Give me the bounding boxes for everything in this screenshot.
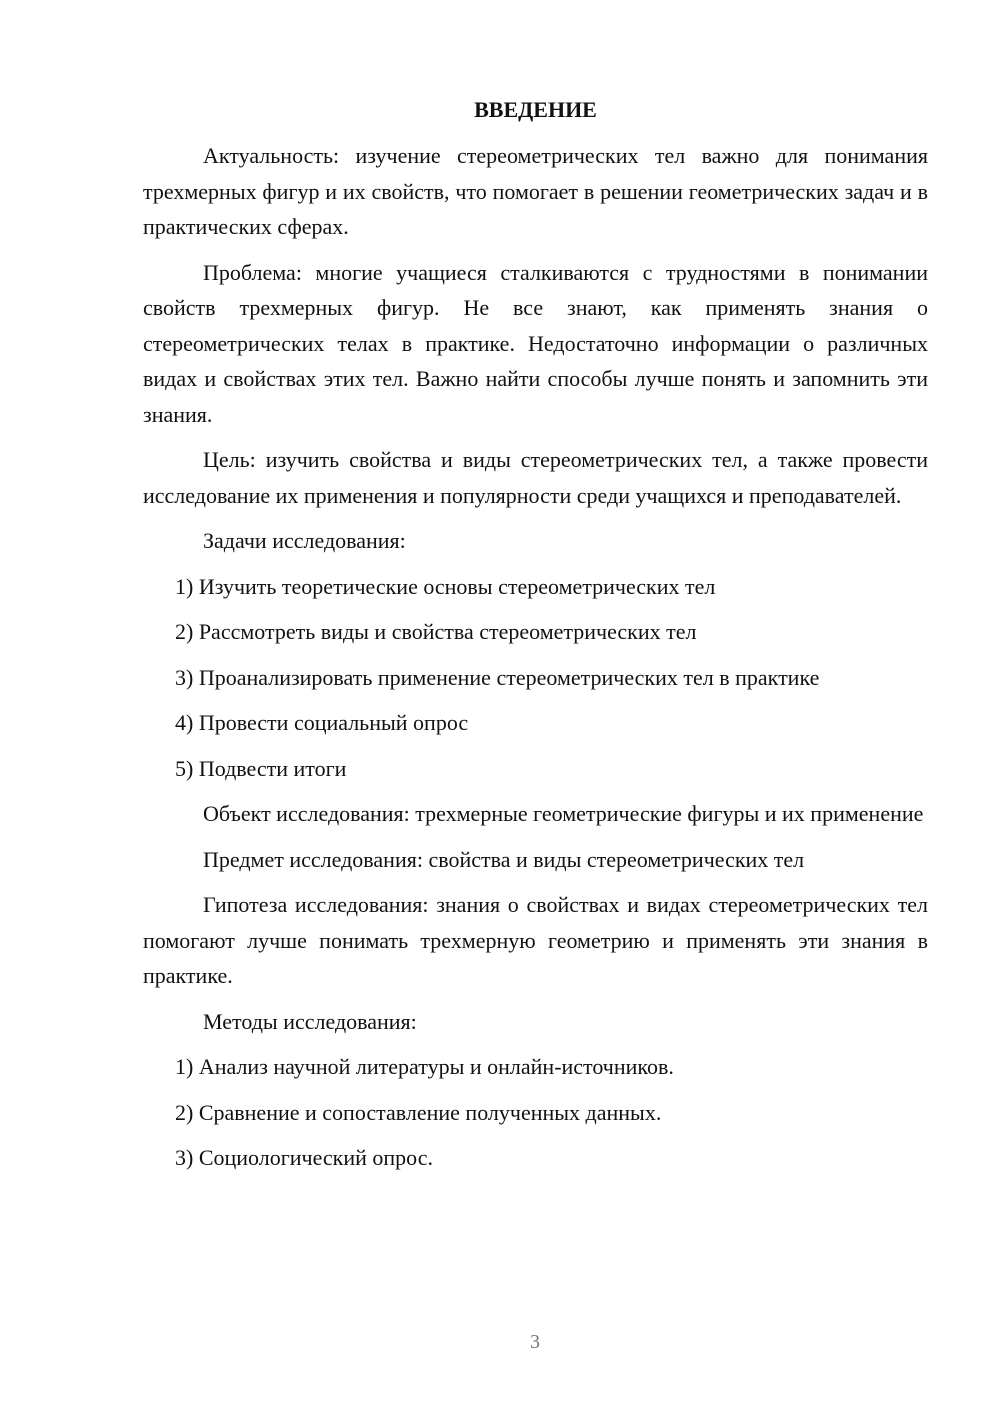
methods-heading: Методы исследования:: [203, 1008, 417, 1034]
list-item: 2) Сравнение и сопоставление полученных данных.: [175, 1099, 662, 1125]
list-item: 1) Изучить теоретические основы стереометрических тел: [175, 573, 716, 599]
section-title: ВВЕДЕНИЕ: [474, 97, 597, 122]
page-number: 3: [530, 1331, 540, 1353]
hypothesis-paragraph: Гипотеза исследования: знания о свойствах и видах стереометрических тел помогают лучше понимать трехмерную геометрию и применять эти знания в практике.: [143, 892, 928, 988]
list-item: 4) Провести социальный опрос: [175, 710, 469, 735]
methods-list: [143, 1049, 928, 1176]
list-item: 2) Рассмотреть виды и свойства стереометрических тел: [175, 619, 697, 644]
tasks-heading: Задачи исследования:: [203, 528, 406, 553]
relevance-paragraph: Актуальность: изучение стереометрических тел важно для понимания трехмерных фигур и их свойств, что помогает в решении геометрических задач и в практических сферах.: [143, 143, 928, 239]
problem-paragraph: Проблема: многие учащиеся сталкиваются с трудностями в понимании свойств трехмерных фигур. Не все знают, как применять знания о стереометрических телах в практике. Недостаточно информации о различных видах и свойствах этих тел. Важно найти способы лучше понять и запомнить эти знания.: [143, 259, 928, 427]
list-item: 5) Подвести итоги: [175, 755, 347, 781]
page-content: [143, 92, 928, 1186]
list-item: 1) Анализ научной литературы и онлайн-источников.: [175, 1054, 674, 1079]
tasks-list: [143, 569, 928, 787]
list-item: 3) Социологический опрос.: [175, 1145, 433, 1170]
goal-paragraph: Цель: изучить свойства и виды стереометрических тел, а также провести исследование их применения и популярности среди учащихся и преподавателей.: [143, 447, 928, 508]
object-paragraph: Объект исследования: трехмерные геометрические фигуры и их применение: [203, 801, 924, 826]
subject-paragraph: Предмет исследования: свойства и виды стереометрических тел: [203, 846, 805, 872]
list-item: 3) Проанализировать применение стереометрических тел в практике: [175, 664, 820, 690]
